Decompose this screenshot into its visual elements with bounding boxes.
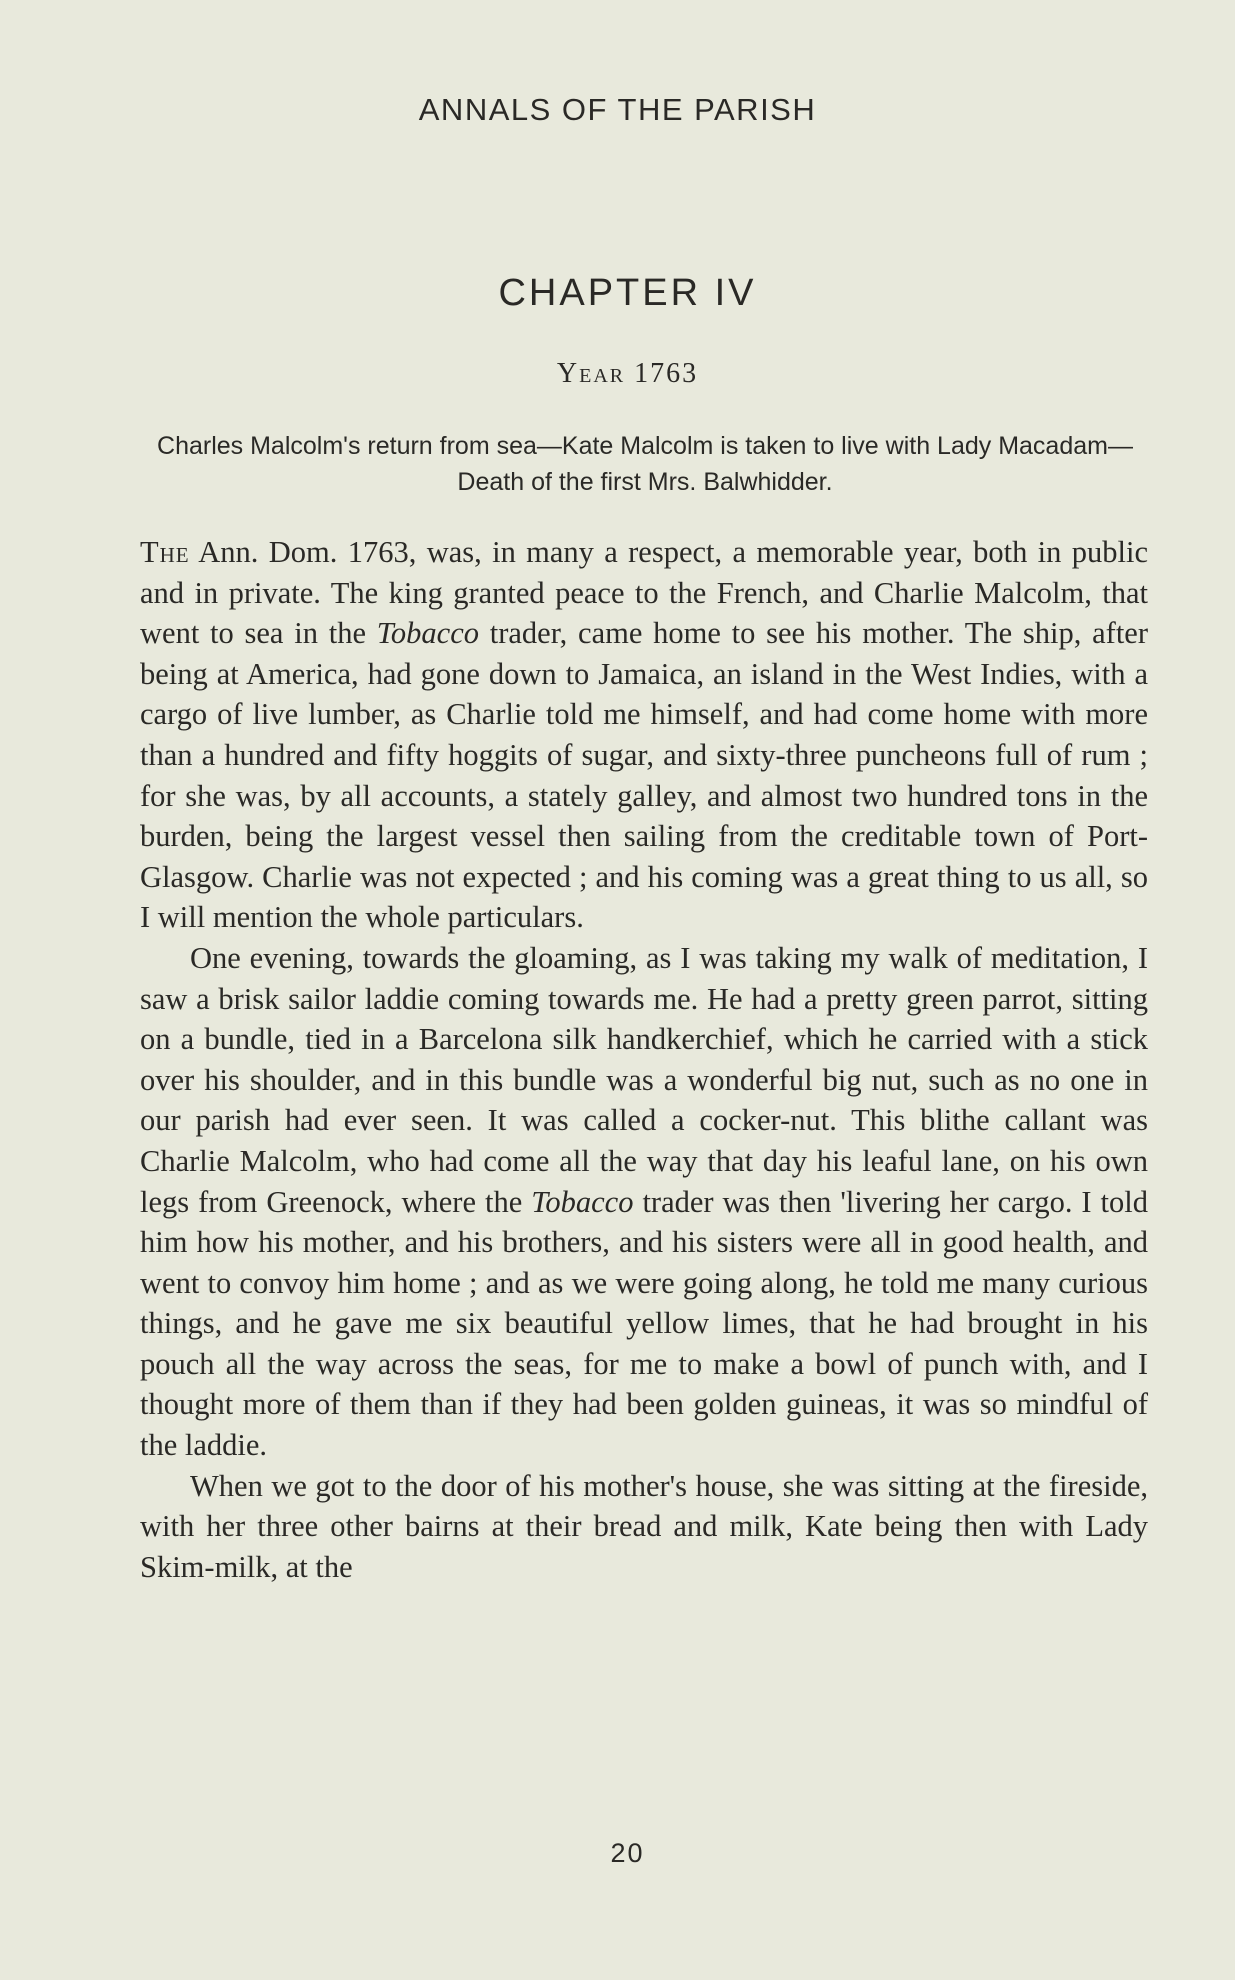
chapter-synopsis: Charles Malcolm's return from sea—Kate Malcolm is taken to live with Lady Macadam—Death of the first Mrs. Balwhidder. — [157, 432, 1133, 496]
paragraph-2-text-b: trader was then 'livering her cargo. I told him how his mother, and his brothers, and his sisters were all in good health, and went to convoy him home ; and as we were going along, he told me many curious things, and he gave me six beautiful yellow limes, that he had brought in his pouch all the way across the seas, for me to make a bowl of punch with, and I thought more of them than if they had been golden guineas, it was so mindful of the laddie. — [140, 1184, 1148, 1463]
paragraph-1 — [140, 532, 1148, 938]
paragraph-1-text-b: trader, came home to see his mother. The ship, after being at America, had gone down to Jamaica, an island in the West Indies, with a cargo of live lumber, as Charlie told me himself, and had come home with more than a hundred and fifty hoggits of sugar, and sixty-three puncheons full of rum ; for she was, by all accounts, a stately galley, and almost two hundred tons in the burden, being the largest vessel then sailing from the creditable town of Port-Glasgow. Charlie was not expected ; and his coming was a great thing to us all, so I will mention the whole particulars. — [140, 616, 1148, 935]
paragraph-3: When we got to the door of his mother's house, she was sitting at the fireside, with her three other bairns at their bread and milk, Kate being then with Lady Skim-milk, at the — [140, 1468, 1148, 1584]
page-number: 20 — [610, 1838, 645, 1868]
ship-name-italic: Tobacco — [376, 616, 479, 651]
chapter-year: Year 1763 — [556, 358, 699, 389]
paragraph-2-text-a: One evening, towards the gloaming, as I was taking my walk of meditation, I saw a brisk sailor laddie coming towards me. He had a pretty green parrot, sitting on a bundle, tied in a Barcelona silk handkerchief, which he carried with a stick over his shoulder, and in this bundle was a wonderful big nut, such as no one in our parish had ever seen. It was called a cocker-nut. This blithe callant was Charlie Malcolm, who had come all the way that day his leaful lane, on his own legs from Greenock, where the — [140, 940, 1148, 1219]
body-text — [140, 532, 1148, 1587]
chapter-title: CHAPTER IV — [498, 272, 757, 314]
paragraph-1-text-a: Ann. Dom. 1763, was, in many a respect, a memorable year, both in public and in private. The king granted peace to the French, and Charlie Malcolm, that went to sea in the — [140, 535, 1148, 651]
paragraph-2 — [140, 938, 1148, 1466]
paragraph-lead-word: The — [140, 535, 190, 569]
running-head: ANNALS OF THE PARISH — [418, 92, 817, 127]
ship-name-italic: Tobacco — [531, 1184, 634, 1219]
